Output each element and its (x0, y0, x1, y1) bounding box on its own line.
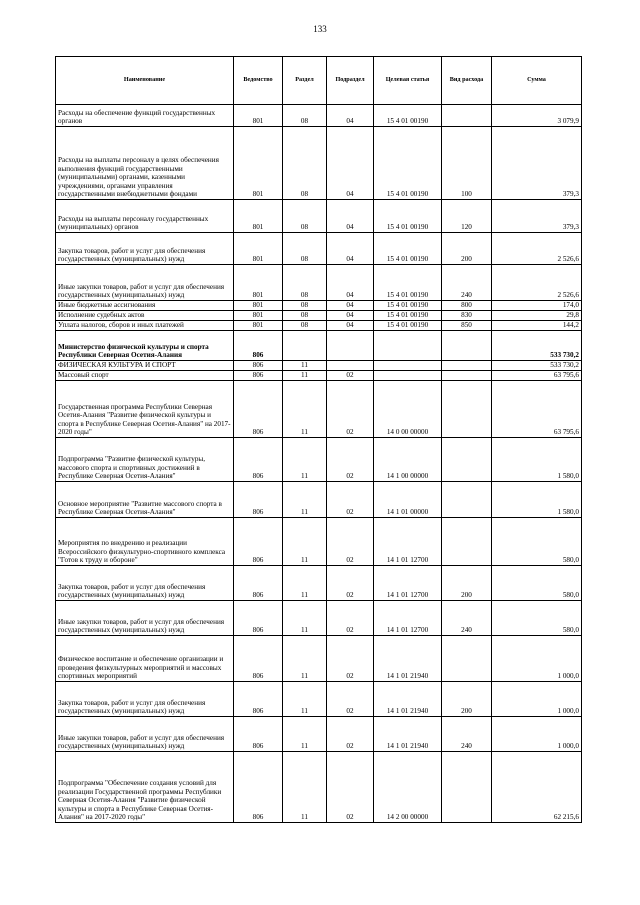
row-amount-cell: 62 215,6 (492, 752, 582, 823)
row-section-cell: 11 (283, 752, 327, 823)
row-name-cell: Иные закупки товаров, работ и услуг для обеспечения государственных (муниципальных) нужд (56, 601, 234, 636)
row-subsection-cell: 02 (327, 636, 374, 682)
row-amount-cell: 580,0 (492, 518, 582, 566)
row-target-article-cell: 15 4 01 00190 (374, 301, 442, 311)
row-section-cell: 11 (283, 482, 327, 518)
row-name-cell: Массовый спорт (56, 371, 234, 381)
table-row (56, 331, 582, 361)
row-name-cell: Исполнение судебных актов (56, 311, 234, 321)
header-name: Наименование (56, 57, 234, 105)
row-target-article-cell: 15 4 01 00190 (374, 127, 442, 200)
row-expense-type-cell (442, 331, 492, 361)
row-name-cell: Иные бюджетные ассигнования (56, 301, 234, 311)
table-row (56, 200, 582, 233)
table-row (56, 381, 582, 438)
table-row (56, 127, 582, 200)
row-name-cell: Закупка товаров, работ и услуг для обеспечения государственных (муниципальных) нужд (56, 233, 234, 265)
table-row (56, 311, 582, 321)
row-section-cell: 11 (283, 438, 327, 482)
row-name-cell: Расходы на выплаты персоналу государственных (муниципальных) органов (56, 200, 234, 233)
row-target-article-cell: 14 1 01 12700 (374, 566, 442, 601)
row-subsection-cell: 04 (327, 265, 374, 301)
row-expense-type-cell (442, 438, 492, 482)
row-expense-type-cell: 240 (442, 717, 492, 752)
row-expense-type-cell: 100 (442, 127, 492, 200)
header-target-article: Целевая статья (374, 57, 442, 105)
row-target-article-cell (374, 331, 442, 361)
row-target-article-cell: 15 4 01 00190 (374, 311, 442, 321)
header-expense-type: Вид расхода (442, 57, 492, 105)
row-target-article-cell: 14 1 01 21940 (374, 717, 442, 752)
row-section-cell: 08 (283, 200, 327, 233)
row-expense-type-cell (442, 371, 492, 381)
row-subsection-cell: 02 (327, 371, 374, 381)
row-expense-type-cell: 120 (442, 200, 492, 233)
row-department-cell: 806 (234, 717, 283, 752)
row-subsection-cell: 02 (327, 601, 374, 636)
row-name-cell: Министерство физической культуры и спорта Республики Северная Осетия-Алания (56, 331, 234, 361)
table-row (56, 361, 582, 371)
row-amount-cell: 1 000,0 (492, 682, 582, 717)
row-target-article-cell: 15 4 01 00190 (374, 265, 442, 301)
row-department-cell: 806 (234, 371, 283, 381)
row-department-cell: 801 (234, 200, 283, 233)
row-department-cell: 806 (234, 518, 283, 566)
row-section-cell: 11 (283, 518, 327, 566)
row-department-cell: 806 (234, 682, 283, 717)
row-expense-type-cell: 240 (442, 265, 492, 301)
row-amount-cell: 2 526,6 (492, 233, 582, 265)
row-name-cell: Расходы на выплаты персоналу в целях обеспечения выполнения функций государственными (муниципальными) органами, казенными учреждениями, органами управления государственными внебюджетными фондами (56, 127, 234, 200)
row-name-cell: ФИЗИЧЕСКАЯ КУЛЬТУРА И СПОРТ (56, 361, 234, 371)
row-department-cell: 806 (234, 361, 283, 371)
row-subsection-cell: 04 (327, 301, 374, 311)
row-amount-cell: 144,2 (492, 321, 582, 331)
row-amount-cell: 580,0 (492, 566, 582, 601)
row-department-cell: 806 (234, 752, 283, 823)
row-section-cell: 08 (283, 301, 327, 311)
row-department-cell: 801 (234, 265, 283, 301)
row-section-cell: 08 (283, 105, 327, 127)
row-name-cell: Подпрограмма "Развитие физической культуры, массового спорта и спортивных достижений в Республике Северная Осетия-Алания" (56, 438, 234, 482)
table-row (56, 233, 582, 265)
row-subsection-cell: 04 (327, 105, 374, 127)
row-target-article-cell: 14 1 01 21940 (374, 636, 442, 682)
row-amount-cell: 63 795,6 (492, 381, 582, 438)
row-subsection-cell: 04 (327, 311, 374, 321)
row-target-article-cell: 14 1 00 00000 (374, 438, 442, 482)
row-subsection-cell: 04 (327, 233, 374, 265)
table-row (56, 301, 582, 311)
row-department-cell: 801 (234, 311, 283, 321)
row-section-cell: 08 (283, 321, 327, 331)
table-body (56, 105, 582, 823)
table-row (56, 682, 582, 717)
row-section-cell: 11 (283, 371, 327, 381)
row-target-article-cell: 15 4 01 00190 (374, 321, 442, 331)
row-section-cell: 08 (283, 233, 327, 265)
row-subsection-cell: 02 (327, 518, 374, 566)
row-expense-type-cell: 800 (442, 301, 492, 311)
row-section-cell: 08 (283, 265, 327, 301)
row-amount-cell: 379,3 (492, 200, 582, 233)
row-expense-type-cell (442, 381, 492, 438)
row-target-article-cell: 14 0 00 00000 (374, 381, 442, 438)
row-amount-cell: 1 000,0 (492, 717, 582, 752)
row-target-article-cell: 14 1 01 12700 (374, 601, 442, 636)
row-expense-type-cell: 830 (442, 311, 492, 321)
row-expense-type-cell (442, 482, 492, 518)
row-amount-cell: 1 000,0 (492, 636, 582, 682)
row-section-cell: 11 (283, 717, 327, 752)
row-amount-cell: 2 526,6 (492, 265, 582, 301)
row-subsection-cell (327, 331, 374, 361)
row-target-article-cell: 15 4 01 00190 (374, 105, 442, 127)
table-row (56, 752, 582, 823)
row-department-cell: 806 (234, 331, 283, 361)
row-department-cell: 801 (234, 321, 283, 331)
row-section-cell: 11 (283, 566, 327, 601)
row-expense-type-cell (442, 752, 492, 823)
row-expense-type-cell (442, 636, 492, 682)
table-row (56, 601, 582, 636)
row-department-cell: 806 (234, 482, 283, 518)
row-name-cell: Расходы на обеспечение функций государственных органов (56, 105, 234, 127)
row-name-cell: Уплата налогов, сборов и иных платежей (56, 321, 234, 331)
row-amount-cell: 533 730,2 (492, 331, 582, 361)
table-row (56, 636, 582, 682)
row-section-cell (283, 331, 327, 361)
row-department-cell: 806 (234, 438, 283, 482)
row-expense-type-cell (442, 361, 492, 371)
row-amount-cell: 3 079,9 (492, 105, 582, 127)
row-section-cell: 11 (283, 381, 327, 438)
table-row (56, 105, 582, 127)
table-row (56, 371, 582, 381)
row-section-cell: 08 (283, 127, 327, 200)
row-target-article-cell: 15 4 01 00190 (374, 233, 442, 265)
table-row (56, 717, 582, 752)
budget-table (55, 56, 582, 823)
row-subsection-cell: 02 (327, 438, 374, 482)
table-row (56, 566, 582, 601)
row-subsection-cell: 02 (327, 482, 374, 518)
row-section-cell: 11 (283, 682, 327, 717)
row-expense-type-cell (442, 518, 492, 566)
row-section-cell: 11 (283, 361, 327, 371)
row-name-cell: Иные закупки товаров, работ и услуг для обеспечения государственных (муниципальных) нужд (56, 717, 234, 752)
row-amount-cell: 63 795,6 (492, 371, 582, 381)
row-department-cell: 806 (234, 566, 283, 601)
row-section-cell: 11 (283, 601, 327, 636)
header-department: Ведомство (234, 57, 283, 105)
row-subsection-cell: 04 (327, 200, 374, 233)
row-subsection-cell: 04 (327, 321, 374, 331)
row-name-cell: Физическое воспитание и обеспечение организации и проведения физкультурных мероприятий и массовых спортивных мероприятий (56, 636, 234, 682)
row-department-cell: 801 (234, 301, 283, 311)
row-amount-cell: 379,3 (492, 127, 582, 200)
row-subsection-cell (327, 361, 374, 371)
table-row (56, 321, 582, 331)
table-row (56, 482, 582, 518)
row-subsection-cell: 04 (327, 127, 374, 200)
row-subsection-cell: 02 (327, 752, 374, 823)
row-name-cell: Закупка товаров, работ и услуг для обеспечения государственных (муниципальных) нужд (56, 682, 234, 717)
row-expense-type-cell: 850 (442, 321, 492, 331)
row-expense-type-cell: 200 (442, 566, 492, 601)
row-department-cell: 806 (234, 636, 283, 682)
row-subsection-cell: 02 (327, 682, 374, 717)
row-section-cell: 11 (283, 636, 327, 682)
page-number: 133 (313, 24, 327, 34)
row-department-cell: 801 (234, 105, 283, 127)
row-target-article-cell (374, 361, 442, 371)
row-expense-type-cell: 240 (442, 601, 492, 636)
row-section-cell: 08 (283, 311, 327, 321)
row-target-article-cell: 14 2 00 00000 (374, 752, 442, 823)
row-target-article-cell: 14 1 01 21940 (374, 682, 442, 717)
row-subsection-cell: 02 (327, 566, 374, 601)
row-subsection-cell: 02 (327, 381, 374, 438)
row-amount-cell: 580,0 (492, 601, 582, 636)
row-department-cell: 806 (234, 381, 283, 438)
row-name-cell: Мероприятия по внедрению и реализации Всероссийского физкультурно-спортивного комплекса "Готов к труду и обороне" (56, 518, 234, 566)
row-name-cell: Закупка товаров, работ и услуг для обеспечения государственных (муниципальных) нужд (56, 566, 234, 601)
row-expense-type-cell (442, 105, 492, 127)
row-expense-type-cell: 200 (442, 682, 492, 717)
table-row (56, 265, 582, 301)
row-target-article-cell: 14 1 01 12700 (374, 518, 442, 566)
row-target-article-cell (374, 371, 442, 381)
table-row (56, 518, 582, 566)
table-row (56, 438, 582, 482)
row-name-cell: Государственная программа Республики Северная Осетия-Алания "Развитие физической культуры и спорта в Республике Северная Осетия-Алания" на 2017-2020 годы" (56, 381, 234, 438)
row-department-cell: 801 (234, 127, 283, 200)
header-section: Раздел (283, 57, 327, 105)
row-expense-type-cell: 200 (442, 233, 492, 265)
header-amount: Сумма (492, 57, 582, 105)
header-subsection: Подраздел (327, 57, 374, 105)
table-header-row (56, 57, 582, 105)
row-name-cell: Основное мероприятие "Развитие массового спорта в Республике Северная Осетия-Алания" (56, 482, 234, 518)
row-amount-cell: 1 580,0 (492, 438, 582, 482)
row-target-article-cell: 15 4 01 00190 (374, 200, 442, 233)
row-target-article-cell: 14 1 01 00000 (374, 482, 442, 518)
row-name-cell: Иные закупки товаров, работ и услуг для обеспечения государственных (муниципальных) нужд (56, 265, 234, 301)
row-amount-cell: 533 730,2 (492, 361, 582, 371)
row-amount-cell: 29,8 (492, 311, 582, 321)
row-name-cell: Подпрограмма "Обеспечение создания условий для реализации Государственной программы Республики Северная Осетия-Алания "Развитие физической культуры и спорта в Республике Северная Осетия-Алания" на 2017-2020 годы" (56, 752, 234, 823)
row-amount-cell: 1 580,0 (492, 482, 582, 518)
row-amount-cell: 174,0 (492, 301, 582, 311)
row-subsection-cell: 02 (327, 717, 374, 752)
row-department-cell: 806 (234, 601, 283, 636)
row-department-cell: 801 (234, 233, 283, 265)
